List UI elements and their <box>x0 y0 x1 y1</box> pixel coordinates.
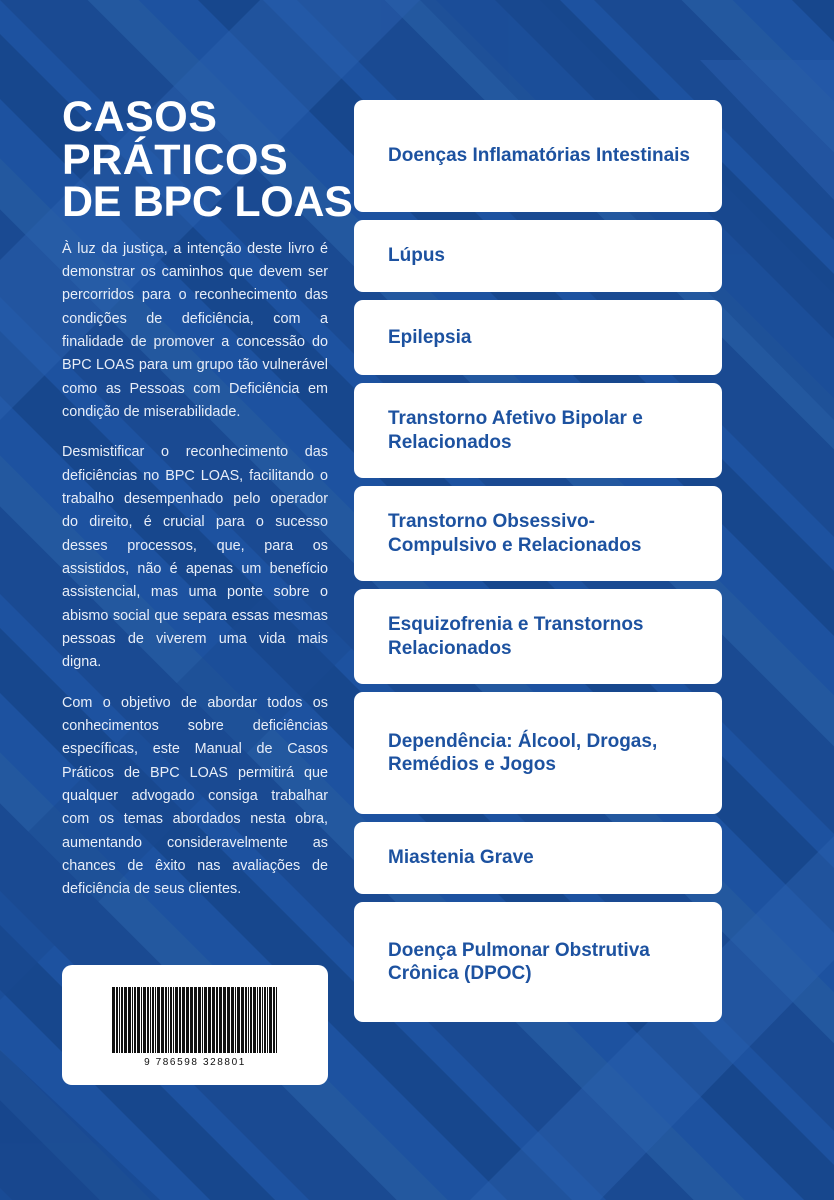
page-title <box>62 93 353 227</box>
barcode-bar <box>235 987 237 1053</box>
barcode-bar <box>194 987 197 1053</box>
topics-list <box>354 100 722 1030</box>
barcode-bar <box>175 987 178 1053</box>
topic-label: Doenças Inflamatórias Intestinais <box>388 145 690 167</box>
barcode-bar <box>137 987 140 1053</box>
barcode-bar <box>219 987 222 1053</box>
title-line-1: CASOS <box>62 93 218 141</box>
topic-label: Esquizofrenia e Transtornos Relacionados <box>388 614 644 659</box>
topic-label: Transtorno Obsessivo-Compulsivo e Relacionados <box>388 511 642 556</box>
barcode-bar <box>223 987 226 1053</box>
barcode-bar <box>257 987 259 1053</box>
barcode-bar <box>124 987 127 1053</box>
topic-label: Miastenia Grave <box>388 847 534 869</box>
barcode-bar <box>165 987 167 1053</box>
barcode-bar <box>155 987 157 1053</box>
barcode-bar <box>179 987 181 1053</box>
barcode-bar <box>190 987 193 1053</box>
barcode-bar <box>198 987 201 1053</box>
barcode-bar <box>121 987 123 1053</box>
barcode-bar <box>241 987 244 1053</box>
blurb-paragraph-3: Com o objetivo de abordar todos os conhecimentos sobre deficiências específicas, este Manual de Casos Práticos de BPC LOAS permitirá que qualquer advogado consiga trabalhar com os temas abordados nesta obra, aumentando consideravelmente as chances de êxito nas avaliações de deficiência de seus clientes. <box>62 694 328 898</box>
topic-card <box>354 486 722 581</box>
barcode-bar <box>132 987 134 1053</box>
topic-label: Lúpus <box>388 245 445 267</box>
barcode-bar <box>182 987 185 1053</box>
barcode-bar <box>204 987 207 1053</box>
topic-card <box>354 902 722 1022</box>
barcode-bar <box>147 987 149 1053</box>
left-column <box>62 93 353 902</box>
barcode-bar <box>116 987 118 1053</box>
barcode-bar <box>216 987 218 1053</box>
barcode-bar <box>212 987 215 1053</box>
barcode-bar <box>143 987 146 1053</box>
topic-card <box>354 220 722 292</box>
barcode-bar <box>208 987 211 1053</box>
barcode-bar <box>273 987 275 1053</box>
barcode-bar <box>202 987 204 1053</box>
barcode-bar <box>227 987 230 1053</box>
barcode-bar <box>152 987 154 1053</box>
topic-card <box>354 589 722 684</box>
barcode <box>62 965 328 1085</box>
barcode-bar <box>186 987 189 1053</box>
title-line-2: PRÁTICOS <box>62 135 289 184</box>
barcode-bars <box>112 987 278 1053</box>
barcode-number: 9 786598 328801 <box>144 1056 246 1068</box>
barcode-bar <box>259 987 261 1053</box>
topic-card <box>354 822 722 894</box>
barcode-bar <box>173 987 175 1053</box>
barcode-bar <box>267 987 269 1053</box>
barcode-bar <box>119 987 121 1053</box>
topic-label: Doença Pulmonar Obstrutiva Crônica (DPOC) <box>388 939 650 984</box>
blurb-paragraph-2: Desmistificar o reconhecimento das deficiências no BPC LOAS, facilitando o trabalho desempenhado pelo operador do direito, é crucial para o sucesso desses processos, que, para os assistidos, não é apenas um benefício assistencial, mas uma ponte sobre o abismo social que separa essas mesmas pessoas de viverem uma vida mais digna. <box>62 444 328 671</box>
topic-label: Transtorno Afetivo Bipolar e Relacionados <box>388 408 643 453</box>
barcode-bar <box>264 987 266 1053</box>
barcode-bar <box>253 987 256 1053</box>
topic-card <box>354 692 722 814</box>
barcode-bar <box>245 987 247 1053</box>
barcode-bar <box>168 987 170 1053</box>
barcode-bar <box>276 987 278 1053</box>
blurb-paragraph-1: À luz da justiça, a intenção deste livro é demonstrar os caminhos que devem ser percorridos para o reconhecimento das condições de deficiência, com a finalidade de promover a concessão do BPC LOAS para um grupo tão vulnerável como as Pessoas com Deficiência em condição de miserabilidade. <box>62 240 328 420</box>
barcode-bar <box>231 987 234 1053</box>
barcode-bar <box>134 987 136 1053</box>
barcode-bar <box>170 987 172 1053</box>
barcode-bar <box>237 987 240 1053</box>
barcode-bar <box>150 987 152 1053</box>
barcode-bar <box>250 987 252 1053</box>
barcode-bar <box>262 987 264 1053</box>
topic-label: Dependência: Álcool, Drogas, Remédios e Jogos <box>388 730 658 775</box>
blurb-text <box>62 238 328 902</box>
barcode-bar <box>248 987 250 1053</box>
barcode-bar <box>161 987 164 1053</box>
barcode-bar <box>269 987 272 1053</box>
topic-label: Epilepsia <box>388 326 472 348</box>
barcode-bar <box>141 987 143 1053</box>
barcode-bar <box>112 987 115 1053</box>
barcode-bar <box>157 987 160 1053</box>
title-line-3: DE BPC LOAS <box>62 178 353 227</box>
topic-card <box>354 383 722 478</box>
topic-card <box>354 100 722 212</box>
barcode-bar <box>128 987 131 1053</box>
topic-card <box>354 300 722 375</box>
